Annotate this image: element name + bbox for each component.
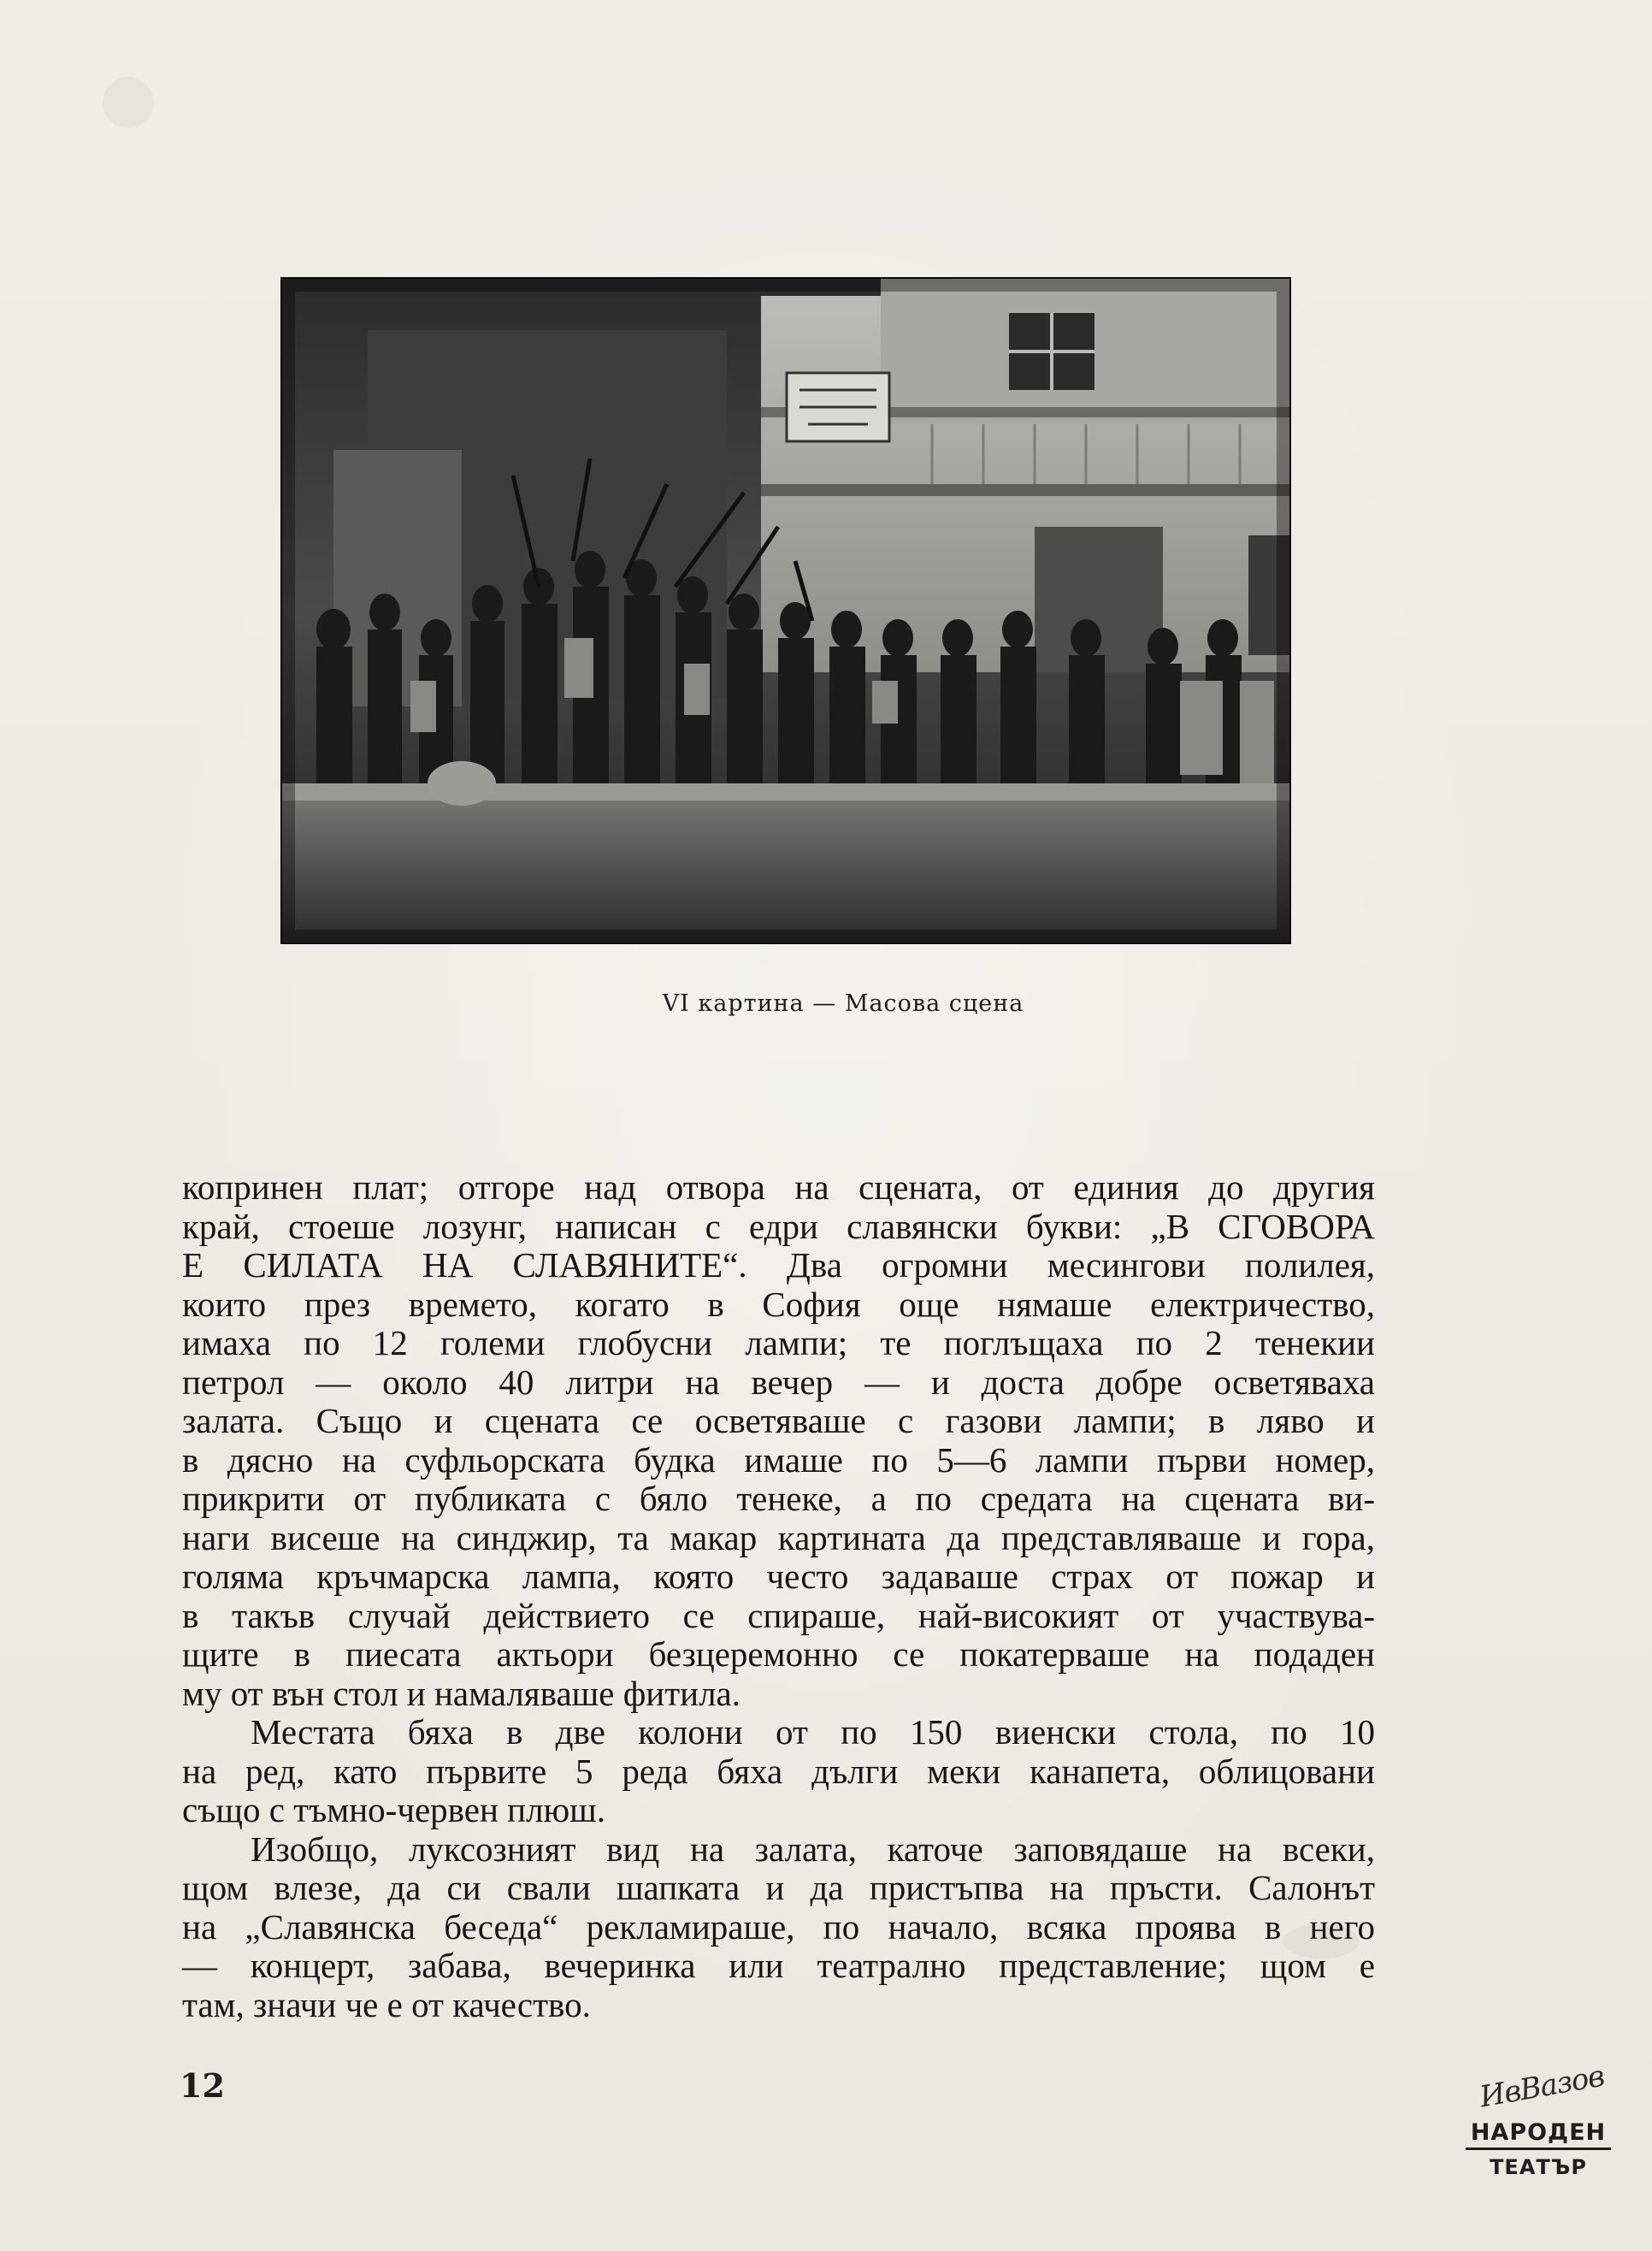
stage-photo [282, 279, 1289, 942]
paper-stain [103, 77, 154, 128]
text-line: наги висеше на синджир, та макар картината да представляваше и гора, [182, 1517, 1375, 1557]
national-theatre-logo [1454, 2059, 1616, 2198]
logo-signature: ИвВазов [1477, 2059, 1607, 2115]
caption-text: VI картина — Масова сцена [662, 990, 1024, 1017]
text-line: край, стоеше лозунг, написан с едри славянски букви: „В СГОВОРА [182, 1206, 1375, 1246]
text-line: прикрити от публиката с бяло тенеке, а по средата на сцената ви- [182, 1479, 1375, 1518]
paragraph-1 [182, 1168, 1375, 1713]
text-line: петрол — около 40 литри на вечер — и доста добре осветяваха [182, 1362, 1375, 1402]
text-line: в дясно на суфльорската будка имаше по 5—6 лампи първи номер, [182, 1439, 1375, 1480]
logo-line-2: ТЕАТЪР [1490, 2155, 1587, 2179]
photo-caption [0, 990, 1652, 1017]
paragraph-2 [182, 1713, 1375, 1830]
text-line: голяма кръчмарска лампа, която често задаваше страх от пожар и [182, 1557, 1375, 1596]
page-number: 12 [180, 2066, 225, 2105]
text-line: там, значи че е от качество. [182, 1984, 591, 2024]
text-line: в такъв случай действието се спираше, най-високият от участвува- [182, 1595, 1375, 1635]
text-line: Изобщо, луксозният вид на залата, каточе заповядаше на всеки, [251, 1829, 1375, 1869]
text-line: залата. Също и сцената се осветяваше с газови лампи; в ляво и [182, 1401, 1375, 1440]
text-line: — концерт, забава, вечеринка или театрално представление; щом е [182, 1946, 1375, 1985]
text-line: щите в пиесата актьори безцеремонно се покатерваше на подаден [182, 1634, 1375, 1674]
text-line: щом влезе, да си свали шапката и да пристъпва на пръсти. Салонът [182, 1868, 1375, 1907]
article-body [182, 1168, 1375, 2024]
paragraph-3 [182, 1830, 1375, 2025]
logo-line-1: НАРОДЕН [1466, 2119, 1611, 2150]
text-line: копринен плат; отгоре над отвора на сцената, от единия до другия [182, 1167, 1375, 1207]
text-line: които през времето, когато в София още нямаше електричество, [182, 1284, 1375, 1324]
mass-scene-photo-illustration [282, 279, 1289, 942]
text-line: Местата бяха в две колони от по 150 виенски стола, по 10 [251, 1712, 1375, 1752]
text-line: имаха по 12 големи глобусни лампи; те поглъщаха по 2 тенекии [182, 1323, 1375, 1362]
text-line: Е СИЛАТА НА СЛАВЯНИТЕ“. Два огромни месингови полилея, [182, 1245, 1375, 1285]
text-line: на ред, като първите 5 реда бяха дълги меки канапета, облицовани [182, 1751, 1375, 1791]
text-line: му от вън стол и намаляваше фитила. [182, 1673, 740, 1713]
text-line: на „Славянска беседа“ рекламираше, по начало, всяка проява в него [182, 1906, 1375, 1947]
text-line: също с тъмно-червен плюш. [182, 1790, 606, 1829]
